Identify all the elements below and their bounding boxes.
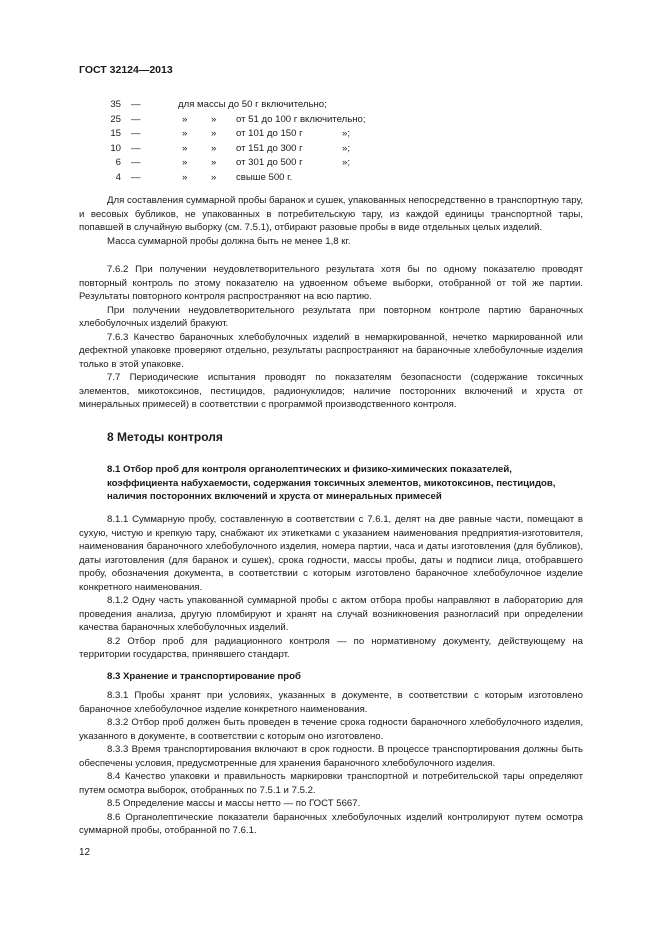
sample-count: 10 <box>110 142 121 154</box>
paragraph-group-sampling <box>79 194 583 248</box>
paragraph: Масса суммарной пробы должна быть не менее 1,8 кг. <box>107 235 351 247</box>
paragraph: 8.1.1 Суммарную пробу, составленную в соответствии с 7.6.1, делят на две равные части, помещают в сухую, чистую и крепкую тару, снабжают их этикетками с указанием наименования предприятия-изготовителя, наименования бараночного хлебобулочного изделия, номера партии, часа и даты изготовления (для бубликов), даты изготовления (для баранок и сушек), срока годности, массы пробы, даты и подписи лица, отобравшего пробу, обозначения документа, в соответствии с которым изготовлено бараночное хлебобулочное изделие конкретного наименования. <box>79 514 583 593</box>
paragraph: 8.3.1 Пробы хранят при условиях, указанных в документе, в соответствии с которым изготовлено бараночное хлебобулочное изделие конкретного наименования. <box>79 690 583 715</box>
sample-count: 6 <box>115 157 121 168</box>
section-heading: 8 Методы контроля <box>107 430 223 444</box>
ditto-mark: »; <box>342 142 351 154</box>
paragraph-group-sampling-methods <box>79 513 583 662</box>
sample-count: 15 <box>110 128 121 139</box>
paragraph-group-control <box>79 263 583 412</box>
paragraph: 8.5 Определение массы и массы нетто — по ГОСТ 5667. <box>107 798 361 809</box>
dash: — <box>131 128 141 139</box>
dash: — <box>131 171 141 183</box>
mass-range: от 151 до 300 г <box>236 142 303 154</box>
paragraph: 8.1.2 Одну часть упакованной суммарной пробы с актом отбора пробы направляют в лабораторию для проведения анализа, другую пломбируют и хранят на случай возникновения разногласий при определении качества бараночных хлебобулочных изделий. <box>79 595 583 633</box>
paragraph-group-storage <box>79 689 583 838</box>
paragraph: 8.3.2 Отбор проб должен быть проведен в течение срока годности бараночного хлебобулочного изделия, указанного в документе, в соответствии с которым оно изготовлено. <box>79 717 583 742</box>
dash: — <box>131 157 141 168</box>
dash: — <box>131 99 141 110</box>
ditto-mark: » <box>182 157 188 168</box>
sample-count: 25 <box>110 113 121 125</box>
sample-count: 35 <box>110 99 121 110</box>
ditto-mark: » <box>182 171 188 183</box>
dash: — <box>131 113 141 125</box>
ditto-mark: » <box>211 113 217 125</box>
mass-range: от 51 до 100 г включительно; <box>236 113 366 125</box>
ditto-mark: »; <box>342 128 351 139</box>
ditto-mark: » <box>211 142 217 154</box>
mass-range: от 101 до 150 г <box>236 128 303 139</box>
mass-range: свыше 500 г. <box>236 171 293 183</box>
paragraph: 7.7 Периодические испытания проводят по показателям безопасности (содержание токсичных элементов, микотоксинов, пестицидов, радионуклидов; наличие посторонних включений и хруста от минеральных примесей) в соответствии с программой производственного контроля. <box>79 372 583 410</box>
mass-range: от 301 до 500 г <box>236 157 303 168</box>
document-code: ГОСТ 32124—2013 <box>79 64 173 76</box>
paragraph: 8.2 Отбор проб для радиационного контроля — по нормативному документу, действующему на территории государства, принявшего стандарт. <box>79 635 583 660</box>
paragraph: 7.6.3 Качество бараночных хлебобулочных изделий в немаркированной, нечетко маркированной или дефектной упаковке проверяют отдельно, результаты распространяют на бараночные хлебобулочные изделия только в этой упаковке. <box>79 331 583 370</box>
paragraph: 7.6.2 При получении неудовлетворительного результата хотя бы по одному показателю проводят повторный контроль по этому показателю на удвоенном объеме выборки, отобранной от той же партии. Результаты повторного контроля распространяют на всю партию. <box>79 264 583 302</box>
sample-count: 4 <box>115 171 121 183</box>
ditto-mark: » <box>182 142 188 154</box>
dash: — <box>131 142 141 154</box>
page-number: 12 <box>79 847 91 858</box>
ditto-mark: » <box>211 157 217 168</box>
paragraph: 8.6 Органолептические показатели бараночных хлебобулочных изделий контролируют путем осмотра суммарной пробы, отобранной по 7.6.1. <box>79 811 583 836</box>
paragraph: Для составления суммарной пробы баранок и сушек, упакованных непосредственно в транспортную тару, и весовых бубликов, не упакованных в потребительскую тару, из каждой единицы транспортной тары, попавшей в случайную выборку (см. 7.5.1), отбирают разовые пробы в виде отдельных целых изделий. <box>79 195 583 233</box>
mass-range: для массы до 50 г включительно; <box>178 99 327 110</box>
subsection-heading: 8.1 Отбор проб для контроля органолептических и физико-химических показателей, коэффициента набухаемости, содержания токсичных элементов, микотоксинов, пестицидов, наличия посторонних включений и хруста от минеральных примесей <box>107 464 556 502</box>
ditto-mark: » <box>211 171 217 183</box>
paragraph: При получении неудовлетворительного результата при повторном контроле партию бараночных хлебобулочных изделий бракуют. <box>79 304 583 329</box>
subsection-heading: 8.3 Хранение и транспортирование проб <box>107 671 301 682</box>
paragraph: 8.3.3 Время транспортирования включают в срок годности. В процессе транспортирования должны быть обеспечены условия, предусмотренные для хранения бараночного хлебобулочного изделия. <box>79 744 583 769</box>
ditto-mark: » <box>182 113 188 125</box>
ditto-mark: » <box>211 128 217 139</box>
ditto-mark: » <box>182 128 188 139</box>
ditto-mark: »; <box>342 157 351 168</box>
paragraph: 8.4 Качество упаковки и правильность маркировки транспортной и потребительской тары определяют путем осмотра выборок, отобранных по 7.5.1 и 7.5.2. <box>79 771 583 796</box>
